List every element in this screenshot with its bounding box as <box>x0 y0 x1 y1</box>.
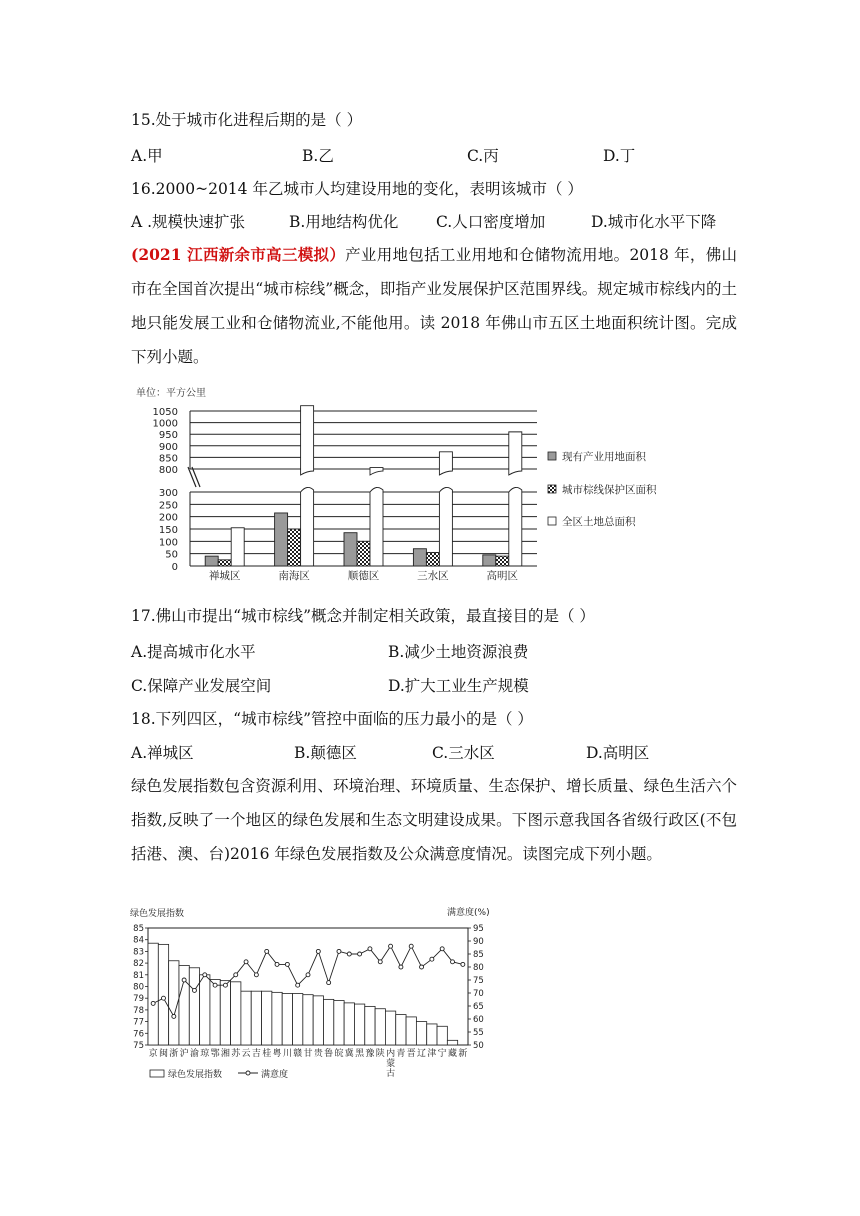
green-index-bar <box>189 968 199 1045</box>
q15-stem: 15.处于城市化进程后期的是（ ） <box>131 111 363 129</box>
legend-label-green-index: 绿色发展指数 <box>168 1070 223 1080</box>
x-tick-label: 青 <box>396 1049 406 1059</box>
satisfaction-point <box>244 960 248 964</box>
green-index-bar <box>385 1011 395 1045</box>
legend-swatch-industrial <box>548 452 556 460</box>
left-tick-label: 79 <box>133 994 144 1005</box>
x-tick-label: 浙 <box>169 1049 179 1059</box>
x-tick-label: 禅城区 <box>208 570 241 582</box>
q17-option-b[interactable]: B.减少土地资源浪费 <box>388 643 529 661</box>
satisfaction-point <box>399 965 403 969</box>
green-index-bar <box>262 991 272 1045</box>
q16-stem: 16.2000~2014 年乙城市人均建设用地的变化，表明该城市（ ） <box>131 180 583 198</box>
bar-total <box>301 487 314 566</box>
bar-brownline <box>288 529 301 566</box>
x-tick-label: 桂 <box>262 1049 272 1059</box>
satisfaction-point <box>275 962 279 966</box>
green-index-bar <box>447 1040 457 1045</box>
left-tick-label: 80 <box>133 982 144 993</box>
chart2-right-title: 满意度(%) <box>447 908 490 918</box>
green-index-bar <box>293 994 303 1045</box>
q16-option-b[interactable]: B.用地结构优化 <box>289 213 399 231</box>
right-tick-label: 90 <box>473 937 484 947</box>
x-tick-label: 藏 <box>448 1049 458 1059</box>
bar-industrial <box>275 513 288 566</box>
legend-label-satisfaction: 满意度 <box>261 1070 289 1080</box>
x-tick-label: 陕 <box>375 1049 385 1059</box>
green-index-bar <box>272 992 282 1045</box>
bar-total-upper <box>439 452 452 475</box>
chart2-left-title: 绿色发展指数 <box>130 909 185 919</box>
y-tick-label: 800 <box>158 465 178 476</box>
y-tick-label: 1050 <box>152 407 178 418</box>
left-tick-label: 75 <box>133 1041 144 1051</box>
satisfaction-point <box>378 960 382 964</box>
right-tick-label: 70 <box>473 989 484 999</box>
q15-option-c[interactable]: C.丙 <box>467 147 499 165</box>
green-index-bar <box>354 1004 364 1045</box>
satisfaction-point <box>451 960 455 964</box>
satisfaction-point <box>409 944 413 948</box>
y-tick-label: 900 <box>158 441 178 453</box>
y-tick-label: 1000 <box>152 418 178 430</box>
x-tick-label: 宁 <box>437 1049 447 1059</box>
q17-option-a[interactable]: A.提高城市化水平 <box>131 643 256 661</box>
land-area-chart <box>130 381 680 586</box>
q18-stem: 18.下列四区，“城市棕线”管控中面临的压力最小的是（ ） <box>131 710 533 728</box>
bar-industrial <box>483 555 496 566</box>
x-tick-label: 南海区 <box>278 570 310 582</box>
satisfaction-point <box>306 973 310 977</box>
x-tick-label: 鄂 <box>210 1049 220 1059</box>
x-tick-label: 蒙 <box>386 1059 396 1069</box>
green-index-bar <box>282 994 292 1045</box>
x-tick-label: 苏 <box>231 1049 241 1059</box>
green-index-bar <box>375 1009 385 1045</box>
x-tick-label: 内 <box>386 1049 396 1059</box>
q17-stem: 17.佛山市提出“城市棕线”概念并制定相关政策，最直接目的是（ ） <box>131 607 595 625</box>
right-tick-label: 55 <box>473 1028 484 1038</box>
bar-total <box>231 528 244 566</box>
green-index-bar <box>148 943 158 1045</box>
x-tick-label: 沪 <box>179 1049 189 1059</box>
y-tick-label: 100 <box>158 537 178 549</box>
q18-option-b[interactable]: B.颠德区 <box>294 744 357 762</box>
left-tick-label: 76 <box>133 1029 144 1040</box>
bar-brownline <box>357 541 370 566</box>
x-tick-label: 渝 <box>189 1049 199 1059</box>
green-index-bar <box>210 979 220 1045</box>
green-index-bar <box>220 981 230 1045</box>
x-tick-label: 贵 <box>313 1049 323 1059</box>
y-tick-label: 950 <box>158 430 178 442</box>
green-index-bar <box>251 991 261 1045</box>
bar-industrial <box>205 556 218 566</box>
green-index-bar <box>231 982 241 1045</box>
satisfaction-point <box>389 944 393 948</box>
y-tick-label: 50 <box>165 549 178 561</box>
left-tick-label: 85 <box>133 924 144 934</box>
green-index-bar <box>323 999 333 1045</box>
q15-option-b[interactable]: B.乙 <box>302 147 334 165</box>
x-tick-label: 皖 <box>334 1049 344 1059</box>
left-tick-label: 78 <box>133 1005 144 1016</box>
legend-dot-satisfaction <box>246 1071 250 1075</box>
legend-swatch-brownline <box>548 485 556 493</box>
left-tick-label: 81 <box>133 970 144 981</box>
x-tick-label: 津 <box>427 1049 437 1059</box>
green-index-bar <box>313 996 323 1045</box>
green-index-bar <box>406 1017 416 1045</box>
bar-brownline <box>496 556 509 566</box>
x-tick-label: 吉 <box>251 1049 261 1059</box>
q16-option-c[interactable]: C.人口密度增加 <box>436 213 546 231</box>
green-index-bar <box>303 995 313 1045</box>
legend-label-industrial: 现有产业用地面积 <box>562 451 646 463</box>
passage-1-source: (2021 江西新余市高三模拟） <box>131 245 346 264</box>
bar-total <box>439 487 452 566</box>
green-index-bar <box>437 1026 447 1045</box>
x-tick-label: 古 <box>386 1069 396 1079</box>
x-tick-label: 黑 <box>355 1049 365 1059</box>
satisfaction-point <box>254 973 258 977</box>
satisfaction-point <box>223 983 227 987</box>
x-tick-label: 晋 <box>406 1049 416 1059</box>
x-tick-label: 冀 <box>344 1049 354 1059</box>
bar-brownline <box>426 552 439 566</box>
satisfaction-point <box>316 949 320 953</box>
x-tick-label: 川 <box>282 1049 292 1059</box>
legend-label-total: 全区土地总面积 <box>562 516 636 528</box>
satisfaction-point <box>203 973 207 977</box>
legend-swatch-total <box>548 517 556 525</box>
passage-2: 绿色发展指数包含资源利用、环境治理、环境质量、生态保护、增长质量、绿色生活六个指数,反映了一个地区的绿色发展和生态文明建设成果。下图示意我国各省级行政区(不包括港、澳、台)2016 年绿色发展指数及公众满意度情况。读图完成下列小题。 <box>131 777 737 863</box>
bar-total <box>370 487 383 566</box>
right-tick-label: 85 <box>473 950 484 960</box>
passage-1-text: 产业用地包括工业用地和仓储物流用地。2018 年，佛山市在全国首次提出“城市棕线”概念，即指产业发展保护区范围界线。规定城市棕线内的土地只能发展工业和仓储物流业,不能他用。读 2018 年佛山市五区土地面积统计图。完成下列小题。 <box>131 246 738 366</box>
green-index-bar <box>200 975 210 1045</box>
satisfaction-point <box>265 949 269 953</box>
satisfaction-point <box>420 965 424 969</box>
x-tick-label: 湘 <box>220 1049 230 1059</box>
y-tick-label: 0 <box>171 562 178 573</box>
green-index-bar <box>365 1006 375 1045</box>
x-tick-label: 三水区 <box>417 570 449 582</box>
passage-1 <box>131 238 737 374</box>
satisfaction-point <box>461 962 465 966</box>
green-index-bar <box>179 965 189 1045</box>
right-tick-label: 65 <box>473 1002 484 1012</box>
y-tick-label: 200 <box>158 512 178 524</box>
bar-brownline <box>218 560 231 566</box>
x-tick-label: 琼 <box>200 1049 210 1059</box>
bar-industrial <box>344 533 357 566</box>
satisfaction-point <box>192 988 196 992</box>
y-tick-label: 300 <box>158 488 178 499</box>
y-tick-label: 850 <box>158 453 178 465</box>
y-tick-label: 250 <box>158 500 178 512</box>
green-index-bar <box>241 991 251 1045</box>
green-index-bar <box>416 1022 426 1045</box>
chart1-unit-label: 单位：平方公里 <box>136 388 206 399</box>
satisfaction-point <box>327 981 331 985</box>
left-tick-label: 84 <box>133 935 144 946</box>
green-index-bar <box>396 1015 406 1045</box>
x-tick-label: 闽 <box>158 1049 168 1059</box>
satisfaction-point <box>234 973 238 977</box>
satisfaction-point <box>182 978 186 982</box>
left-tick-label: 82 <box>133 959 144 970</box>
satisfaction-point <box>151 1001 155 1005</box>
x-tick-label: 京 <box>148 1049 158 1059</box>
x-tick-label: 高明区 <box>486 570 519 582</box>
x-tick-label: 顺德区 <box>347 570 380 582</box>
q17-option-c[interactable]: C.保障产业发展空间 <box>131 677 272 695</box>
right-tick-label: 50 <box>473 1041 484 1051</box>
q18-option-d[interactable]: D.高明区 <box>586 744 650 762</box>
right-tick-label: 60 <box>473 1015 484 1025</box>
bar-total <box>509 487 522 566</box>
satisfaction-point <box>161 996 165 1000</box>
satisfaction-point <box>358 952 362 956</box>
right-tick-label: 75 <box>473 976 484 986</box>
satisfaction-point <box>430 957 434 961</box>
x-tick-label: 辽 <box>417 1049 427 1059</box>
x-tick-label: 新 <box>458 1049 468 1059</box>
q18-option-c[interactable]: C.三水区 <box>432 744 495 762</box>
y-tick-label: 150 <box>158 525 178 536</box>
green-index-bar <box>344 1003 354 1045</box>
green-index-bar <box>158 944 168 1045</box>
x-tick-label: 粤 <box>272 1049 282 1059</box>
right-tick-label: 80 <box>473 963 484 973</box>
bar-industrial <box>413 549 426 566</box>
x-tick-label: 甘 <box>303 1049 313 1059</box>
x-tick-label: 鲁 <box>324 1049 334 1059</box>
q17-option-d[interactable]: D.扩大工业生产规模 <box>388 677 529 695</box>
green-index-bar <box>427 1024 437 1045</box>
bar-total-upper <box>509 432 522 475</box>
green-index-chart <box>130 905 500 1085</box>
legend-swatch-green-index <box>150 1070 164 1077</box>
left-tick-label: 77 <box>133 1017 144 1028</box>
satisfaction-point <box>213 983 217 987</box>
legend-label-brownline: 城市棕线保护区面积 <box>562 484 657 496</box>
green-index-bar <box>334 1001 344 1045</box>
q15-option-d[interactable]: D.丁 <box>603 147 636 165</box>
left-tick-label: 83 <box>133 947 144 958</box>
satisfaction-point <box>172 1014 176 1018</box>
x-tick-label: 赣 <box>293 1049 303 1059</box>
q18-option-a[interactable]: A.禅城区 <box>131 744 194 762</box>
q16-option-d[interactable]: D.城市化水平下降 <box>591 213 717 231</box>
satisfaction-point <box>285 962 289 966</box>
x-tick-label: 豫 <box>365 1049 375 1059</box>
satisfaction-point <box>347 952 351 956</box>
satisfaction-point <box>440 947 444 951</box>
right-tick-label: 95 <box>473 924 484 934</box>
satisfaction-point <box>337 949 341 953</box>
bar-total-upper <box>301 406 314 475</box>
satisfaction-point <box>368 947 372 951</box>
q16-option-a[interactable]: A .规模快速扩张 <box>131 213 246 231</box>
q15-option-a[interactable]: A.甲 <box>131 147 163 165</box>
x-tick-label: 云 <box>241 1049 251 1059</box>
satisfaction-point <box>296 983 300 987</box>
